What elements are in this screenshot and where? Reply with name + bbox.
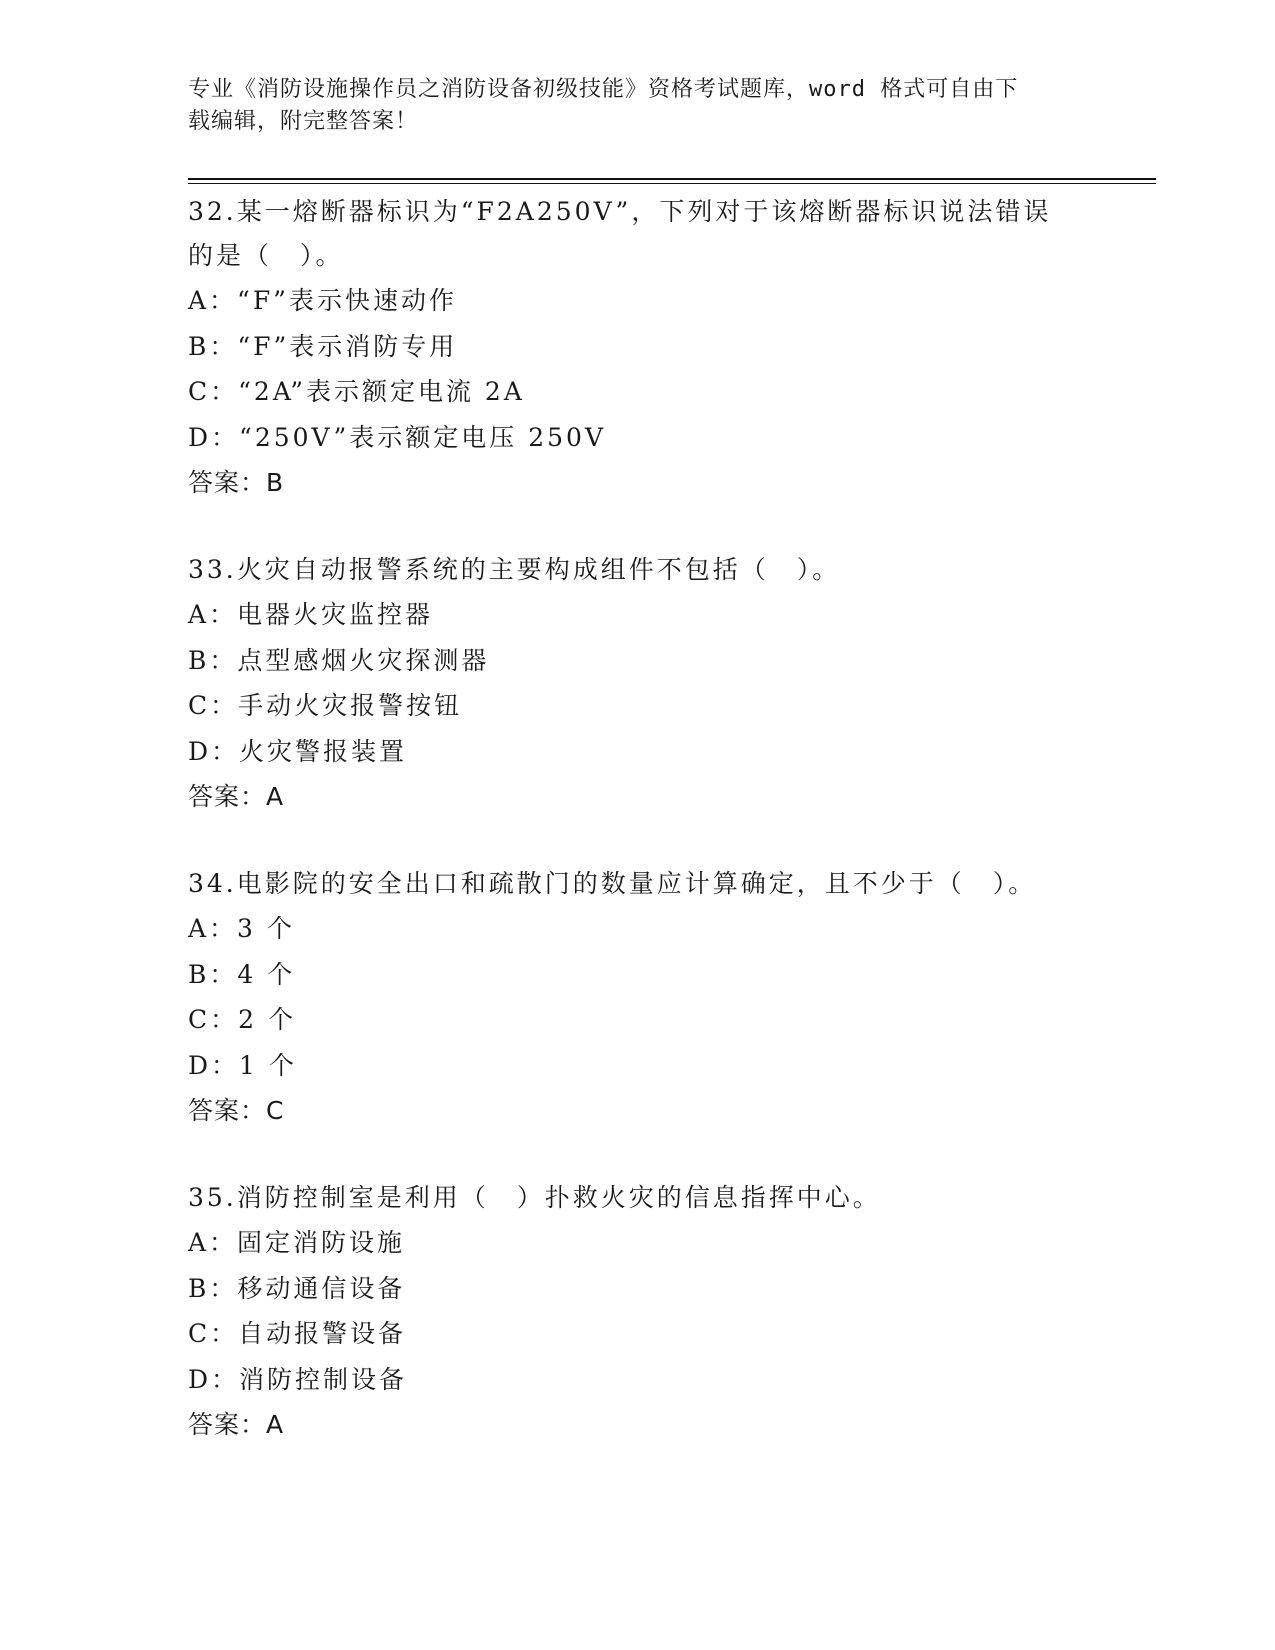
question-34 (188, 862, 1088, 1134)
question-text: 32.某一熔断器标识为“F2A250V”，下列对于该熔断器标识说法错误 (188, 197, 1052, 226)
question-text: 34.电影院的安全出口和疏散门的数量应计算确定，且不少于（ ）。 (188, 869, 1037, 898)
answer-line: 答案：C (188, 1096, 285, 1125)
question-35 (188, 1176, 1088, 1448)
option-b: B：点型感烟火灾探测器 (188, 645, 490, 675)
option-a: A：“F”表示快速动作 (188, 286, 457, 315)
option-b: B：4 个 (188, 959, 296, 989)
answer-line: 答案：A (188, 782, 285, 811)
option-d: D：“250V”表示额定电压 250V (188, 422, 607, 452)
option-c: C：“2A”表示额定电流 2A (188, 377, 525, 406)
question-text: 33.火灾自动报警系统的主要构成组件不包括（ ）。 (188, 555, 841, 584)
option-a: A：固定消防设施 (188, 1228, 406, 1257)
answer-line: 答案：A (188, 1410, 285, 1439)
document-header (188, 74, 1068, 138)
question-text: 35.消防控制室是利用（ ）扑救火灾的信息指挥中心。 (188, 1183, 881, 1212)
header-line-1: 专业《消防设施操作员之消防设备初级技能》资格考试题库，word 格式可自由下 (188, 77, 1019, 102)
question-text-continued: 的是（ ）。 (188, 241, 344, 270)
option-c: C：自动报警设备 (188, 1319, 407, 1348)
option-c: C：手动火灾报警按钮 (188, 691, 463, 720)
answer-line: 答案：B (188, 468, 285, 497)
header-line-2: 载编辑，附完整答案！ (188, 109, 419, 134)
option-d: D：火灾警报装置 (188, 736, 408, 766)
option-a: A：3 个 (188, 914, 295, 943)
header-divider-thin (188, 183, 1156, 184)
option-b: B：移动通信设备 (188, 1273, 406, 1303)
question-32 (188, 190, 1088, 506)
option-a: A：电器火灾监控器 (188, 600, 434, 629)
option-b: B：“F”表示消防专用 (188, 331, 458, 361)
option-d: D：1 个 (188, 1050, 297, 1080)
option-c: C：2 个 (188, 1005, 296, 1034)
option-d: D：消防控制设备 (188, 1364, 408, 1394)
header-divider-thick (188, 178, 1156, 180)
question-list (188, 190, 1088, 1490)
question-33 (188, 548, 1088, 820)
